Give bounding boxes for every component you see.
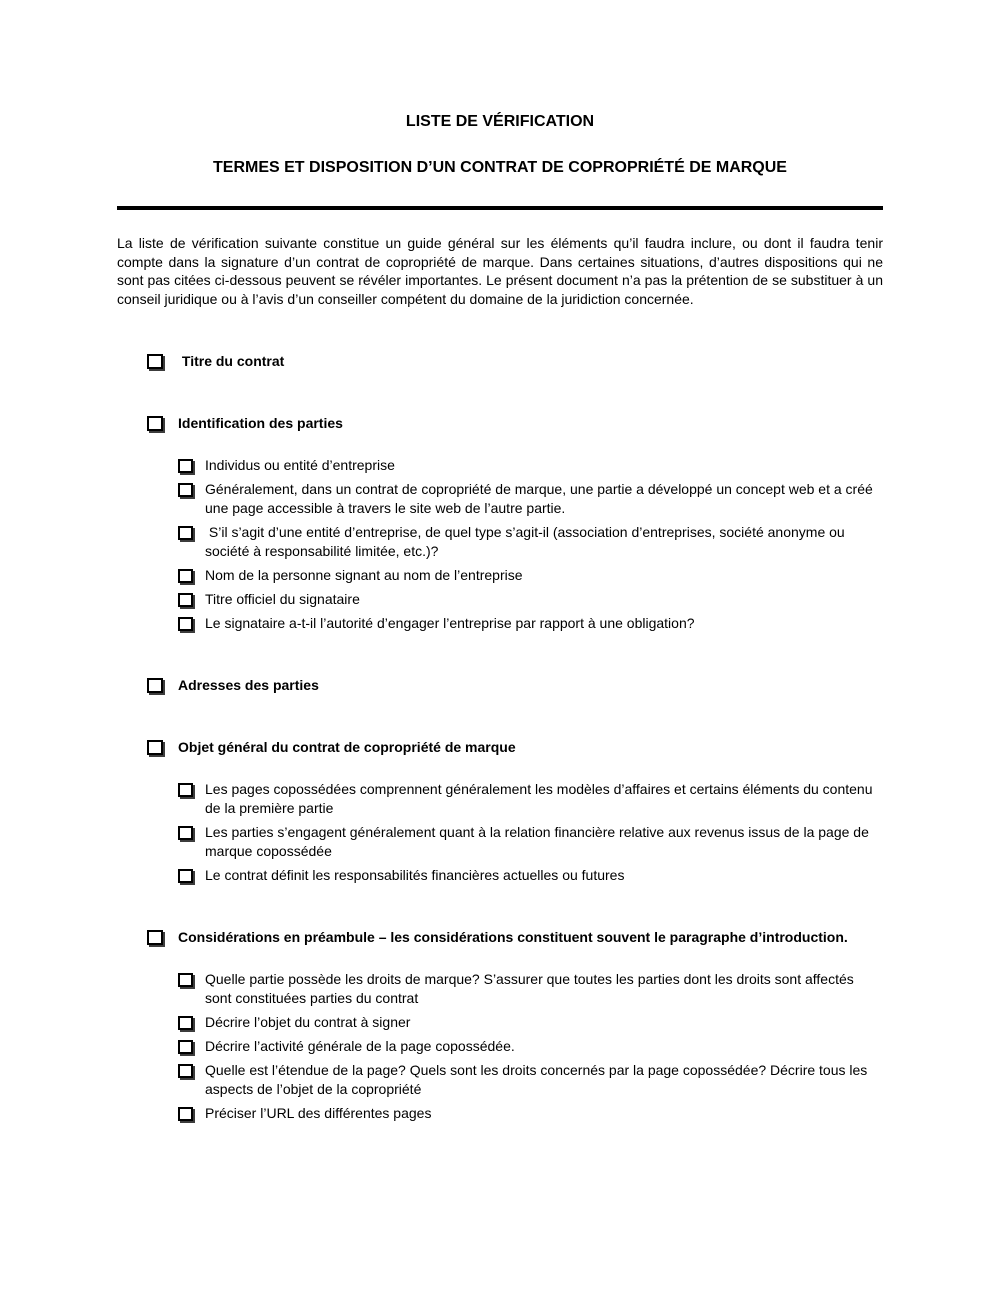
checkbox-icon <box>178 973 193 987</box>
checklist-section <box>117 414 883 633</box>
checklist-item <box>178 456 883 475</box>
checkbox-icon <box>178 459 193 473</box>
checkbox-icon <box>178 1040 193 1054</box>
checkbox-icon <box>178 1064 193 1078</box>
checklist-item-label: Le signataire a-t-il l’autorité d’engager l’entreprise par rapport à une obligation? <box>205 615 695 632</box>
section-heading-label: Adresses des parties <box>178 677 319 694</box>
checklist-item <box>178 1104 883 1123</box>
checkbox-icon <box>178 783 193 797</box>
checklist-item-label: Le contrat définit les responsabilités financières actuelles ou futures <box>205 867 625 884</box>
checklist-item <box>178 590 883 609</box>
checkbox-icon <box>178 1107 193 1121</box>
section-heading-row <box>147 414 883 433</box>
checkbox-icon <box>147 678 163 693</box>
checklist-item-label: Les parties s’engagent généralement quant à la relation financière relative aux revenus issus de la page de marque copossédée <box>205 824 873 860</box>
checklist-item-label: Nom de la personne signant au nom de l’entreprise <box>205 567 523 584</box>
checkbox-icon <box>178 593 193 607</box>
section-items <box>178 780 883 885</box>
checklist-item-label: Préciser l’URL des différentes pages <box>205 1105 432 1122</box>
checkbox-icon <box>147 740 163 755</box>
title-divider <box>117 206 883 210</box>
section-items <box>178 456 883 633</box>
checklist-item-label: Les pages copossédées comprennent généralement les modèles d’affaires et certains éléments du contenu de la première partie <box>205 781 877 817</box>
checklist-section <box>117 738 883 885</box>
document-title: LISTE DE VÉRIFICATION <box>405 113 595 130</box>
checkbox-icon <box>178 826 193 840</box>
checklist <box>117 352 883 1123</box>
checkbox-icon <box>178 483 193 497</box>
checklist-item <box>178 1013 883 1032</box>
checklist-item <box>178 566 883 585</box>
checklist-item-label: Titre officiel du signataire <box>205 591 360 608</box>
section-heading-row <box>147 928 883 947</box>
checklist-item <box>178 523 883 561</box>
checklist-item <box>178 1061 883 1099</box>
checklist-item-label: Décrire l’objet du contrat à signer <box>205 1014 411 1031</box>
checkbox-icon <box>147 930 163 945</box>
section-heading-label: Titre du contrat <box>178 353 285 370</box>
section-heading-row <box>147 352 883 371</box>
checklist-item <box>178 1037 883 1056</box>
checklist-section <box>117 352 883 371</box>
checklist-item-label: Quelle partie possède les droits de marque? S’assurer que toutes les parties dont les droits sont affectés sont constituées parties du contrat <box>205 971 858 1007</box>
checkbox-icon <box>147 354 163 369</box>
checkbox-icon <box>147 416 163 431</box>
intro-paragraph: La liste de vérification suivante constitue un guide général sur les éléments qu’il faudra inclure, ou dont il faudra tenir compte dans la signature d’un contrat de copropriété de marque. Dans certaines situations, d’autres dispositions qui ne sont pas citées ci-dessous peuvent se révéler importantes. Le présent document n’a pas la prétention de se substituer à un conseil juridique ou à l’avis d’un conseiller compétent du domaine de la juridiction concernée. <box>117 235 883 307</box>
checklist-item-label: Individus ou entité d’entreprise <box>205 457 395 474</box>
checklist-item-label: S’il s’agit d’une entité d’entreprise, de quel type s’agit-il (association d’entreprises, société anonyme ou société à responsabilité limitée, etc.)? <box>205 524 849 560</box>
checklist-section <box>117 928 883 1123</box>
checkbox-icon <box>178 869 193 883</box>
checklist-item <box>178 970 883 1008</box>
document-subtitle: TERMES ET DISPOSITION D’UN CONTRAT DE COPROPRIÉTÉ DE MARQUE <box>213 159 787 176</box>
section-heading-label: Identification des parties <box>178 415 343 432</box>
checklist-item <box>178 780 883 818</box>
checklist-item-label: Décrire l’activité générale de la page copossédée. <box>205 1038 515 1055</box>
checklist-item <box>178 866 883 885</box>
checklist-item <box>178 480 883 518</box>
checkbox-icon <box>178 1016 193 1030</box>
checkbox-icon <box>178 526 193 540</box>
section-heading-label: Objet général du contrat de copropriété de marque <box>178 739 516 756</box>
checklist-item <box>178 614 883 633</box>
checklist-item-label: Généralement, dans un contrat de copropriété de marque, une partie a développé un concept web et a créé une page accessible à travers le site web de l’autre partie. <box>205 481 877 517</box>
section-items <box>178 970 883 1123</box>
checkbox-icon <box>178 617 193 631</box>
checklist-section <box>117 676 883 695</box>
checkbox-icon <box>178 569 193 583</box>
section-heading-row <box>147 738 883 757</box>
section-heading-row <box>147 676 883 695</box>
section-heading-label: Considérations en préambule – les considérations constituent souvent le paragraphe d’introduction. <box>178 929 848 946</box>
checklist-item <box>178 823 883 861</box>
checklist-item-label: Quelle est l’étendue de la page? Quels sont les droits concernés par la page copossédée? Décrire tous les aspects de l’objet de la copropriété <box>205 1062 872 1098</box>
